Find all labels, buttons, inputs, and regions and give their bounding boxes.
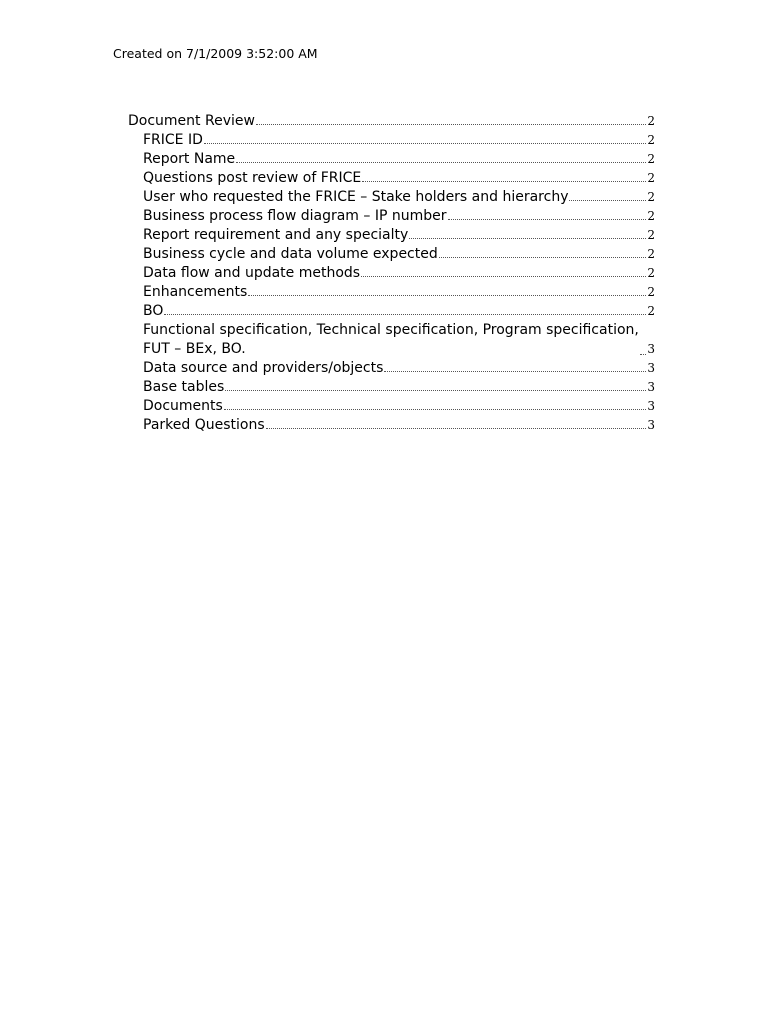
- toc-entry-documents[interactable]: [128, 397, 655, 416]
- toc-leader-dots: [439, 256, 647, 258]
- toc-leader-dots: [409, 237, 646, 239]
- toc-leader-dots: [362, 180, 646, 182]
- toc-entry-specifications[interactable]: [128, 321, 655, 359]
- toc-entry-title: Document Review: [128, 113, 255, 129]
- toc-leader-dots: [164, 313, 646, 315]
- toc-entry-enhancements[interactable]: [128, 283, 655, 302]
- toc-entry-questions-post-review[interactable]: [128, 169, 655, 188]
- toc-entry-business-process-flow[interactable]: [128, 207, 655, 226]
- toc-leader-dots: [224, 408, 647, 410]
- toc-entry-title: Base tables: [143, 379, 225, 395]
- toc-leader-dots: [569, 199, 646, 201]
- toc-entry-title: Report Name: [143, 151, 236, 167]
- toc-leader-dots: [204, 142, 646, 144]
- toc-page-number: 2: [647, 114, 655, 128]
- toc-entry-title: Report requirement and any specialty: [143, 227, 409, 243]
- table-of-contents: [128, 112, 655, 435]
- toc-entry-title: Business cycle and data volume expected: [143, 246, 438, 262]
- toc-page-number: 3: [647, 361, 655, 375]
- toc-entry-document-review[interactable]: [128, 112, 655, 131]
- toc-entry-title: Parked Questions: [143, 417, 265, 433]
- toc-entry-data-flow[interactable]: [128, 264, 655, 283]
- toc-page-number: 3: [647, 418, 655, 432]
- toc-entry-user-who-requested[interactable]: [128, 188, 655, 207]
- toc-page-number: 2: [647, 152, 655, 166]
- toc-entry-frice-id[interactable]: [128, 131, 655, 150]
- toc-entry-title: Data flow and update methods: [143, 265, 361, 281]
- toc-page-number: 2: [647, 228, 655, 242]
- toc-entry-title: User who requested the FRICE – Stake holders and hierarchy: [143, 189, 569, 205]
- toc-leader-dots: [384, 370, 646, 372]
- toc-entry-business-cycle[interactable]: [128, 245, 655, 264]
- toc-leader-dots: [266, 427, 647, 429]
- toc-entry-title: Functional specification, Technical specification, Program specification, FUT – BEx, BO.: [143, 322, 639, 357]
- toc-page-number: 3: [647, 380, 655, 394]
- toc-entry-data-source[interactable]: [128, 359, 655, 378]
- toc-page-number: 2: [647, 266, 655, 280]
- toc-entry-report-name[interactable]: [128, 150, 655, 169]
- toc-entry-title: Documents: [143, 398, 223, 414]
- toc-page-number: 2: [647, 304, 655, 318]
- toc-entry-report-requirement[interactable]: [128, 226, 655, 245]
- toc-page-number: 3: [647, 399, 655, 413]
- created-timestamp: Created on 7/1/2009 3:52:00 AM: [113, 46, 318, 61]
- toc-entry-title: BO: [143, 303, 164, 319]
- toc-leader-dots: [256, 123, 646, 125]
- toc-page-number: 2: [647, 209, 655, 223]
- toc-page-number: 2: [647, 247, 655, 261]
- toc-page-number: 2: [647, 285, 655, 299]
- toc-leader-dots: [361, 275, 646, 277]
- toc-page-number: 2: [647, 133, 655, 147]
- toc-leader-dots: [640, 353, 646, 355]
- toc-leader-dots: [225, 389, 646, 391]
- toc-leader-dots: [236, 161, 646, 163]
- toc-entry-title: Business process flow diagram – IP number: [143, 208, 447, 224]
- toc-entry-title: Enhancements: [143, 284, 248, 300]
- toc-page-number: 3: [647, 342, 655, 356]
- toc-page-number: 2: [647, 171, 655, 185]
- toc-entry-parked-questions[interactable]: [128, 416, 655, 435]
- toc-entry-base-tables[interactable]: [128, 378, 655, 397]
- toc-entry-bo[interactable]: [128, 302, 655, 321]
- toc-entry-title: FRICE ID: [143, 132, 203, 148]
- toc-leader-dots: [248, 294, 646, 296]
- toc-entry-title: Data source and providers/objects: [143, 360, 384, 376]
- toc-leader-dots: [448, 218, 647, 220]
- toc-page-number: 2: [647, 190, 655, 204]
- toc-entry-title: Questions post review of FRICE: [143, 170, 362, 186]
